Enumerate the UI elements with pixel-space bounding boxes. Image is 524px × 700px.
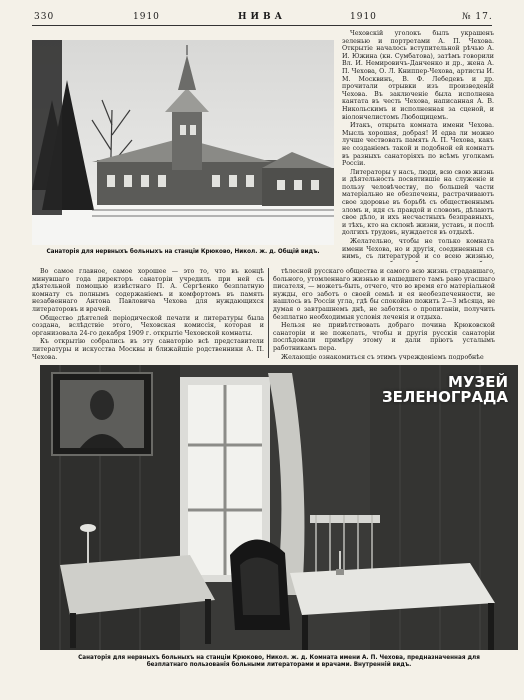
- left-paragraph-3: Къ открытію собрались въ эту санаторію всѣ представители литературы и искусства Москвы и ближайшіе родственники А. П. Чехова.: [32, 338, 264, 360]
- chekhov-room-photo: [40, 365, 518, 650]
- watermark-line-2: ЗЕЛЕНОГРАДА: [381, 388, 508, 406]
- right-paragraph-4: Желательно, чтобы не только комната имени Чехова, но и другія, соединенныя съ нимъ, съ литературой и со всею жизнью,: [342, 238, 494, 261]
- chekhov-room-illustration: [40, 365, 518, 650]
- issue-number: № 17.: [462, 12, 493, 22]
- museum-watermark: [382, 375, 508, 405]
- header-year-left: 1910: [133, 12, 160, 22]
- right-paragraph-1: Чеховскій уголокъ былъ украшенъ зеленью и портретами А. П. Чехова. Открытіе началось вступительной рѣчью А. И. Южина (кн. Сумбатова), затѣмъ говорили Вл. И. Немировичъ-Данченко и др., жена А. П. Чехова, О. Л. Книппер-Чехова, артисты И. М. Москвинъ, В. Ф. Лебедевъ и др. прочитали отрывки изъ произведеній Чехова. Въ заключеніе была исполнена кантата въ честь Чехова, написанная А. В. Никольскимъ и исполненная за сценой, и віолончелистомъ Любощицемъ.: [342, 30, 494, 121]
- bottom-caption-line-2: безплатнаго пользованія больными литераторами и врачами. Внутренній видъ.: [146, 662, 412, 668]
- middle-column-text: [273, 268, 495, 360]
- middle-paragraph-2: Нельзя не привѣтствовать добраго почина Крюковской санаторіи и не пожелать, чтобы и другія русскія санаторіи послѣдовали примѣру этому и дали пріютъ усталымъ работникамъ пера.: [273, 322, 495, 352]
- watermark-line-1: МУЗЕЙ: [448, 373, 508, 391]
- left-paragraph-1: Во самое главное, самое хорошее — это то, что въ концѣ минувшаго года директоръ санаторіи учредилъ при ней съ дѣятельной помощью извѣстнаго П. А. Сергѣенко безплатную комнату съ полнымъ содержаніемъ и комфортомъ въ память незабвеннаго Антона Павловича Чехова для нуждающихся литераторовъ и врачей.: [32, 268, 264, 313]
- left-column-text: [32, 268, 264, 360]
- bottom-caption-line-1: Санаторія для нервныхъ больныхъ на станціи Крюково, Никол. ж. д. Комната имени А. П. Чехова, предназначенная для: [78, 655, 480, 661]
- column-rule: [268, 268, 269, 358]
- header-rule: [32, 25, 492, 26]
- right-column-text: [342, 30, 494, 262]
- sanatorium-exterior-illustration: [32, 40, 334, 245]
- top-photo-caption: Санаторія для нервныхъ больныхъ на станціи Крюково, Никол. ж. д. Общій видъ.: [46, 249, 320, 255]
- page-number: 330: [34, 12, 55, 22]
- right-paragraph-2: Итакъ, открыта комната имени Чехова. Мысль хорошая, добрая! И едва ли можно лучше чествовать память А. П. Чехова, какъ не созданіемъ такой и подобной ей комнатъ въ разныхъ санаторіяхъ по всѣмъ уголкамъ Россіи.: [342, 122, 494, 168]
- journal-title: НИВА: [238, 12, 286, 22]
- middle-paragraph-1: тѣлесной русскаго общества и самого всю жизнь страдавшаго, больного, утомленнаго жизнью и нашедшего тамъ рано угасшаго писателя, — можетъ-быть, отчего, что во время его матеріальной нужды, его заботъ о своей семьѣ и ея необезпеченности, не нашлось въ Россіи угла, гдѣ бы спокойно пожить 2—3 мѣсяца, не думая о завтрашнемъ днѣ, не заботясь о пропитаніи, получить безплатно необходимыя условія леченія и отдыха.: [273, 268, 495, 321]
- header-year-right: 1910: [350, 12, 377, 22]
- bottom-photo-caption: [40, 655, 518, 669]
- middle-paragraph-3: Желающіе ознакомиться съ этимъ учрежденіемъ подробнѣе: [281, 353, 484, 360]
- right-paragraph-3: Литераторы у насъ, люди, всю свою жизнь и дѣятельность посвятившіе на служеніе и пользу человѣчеству, по большей части матеріально не обезпечены, растрачиваютъ свое здоровье въ борьбѣ съ общественнымъ зломъ и, идя съ правдой и словомъ, дѣлаютъ свое дѣло, и ихъ несчастныхъ безправныхъ, и тѣхъ, кто на склонѣ жизни, уставъ, и послѣ долгихъ трудовъ, нуждается въ отдыхѣ.: [342, 168, 494, 237]
- left-paragraph-2: Общество дѣятелей періодической печати и литературы была создана, вслѣдствіе этого, Чеховская комиссія, которая и организовала 24-го декабря 1909 г. открытіе Чеховской комнаты.: [32, 314, 264, 337]
- sanatorium-exterior-photo: [32, 40, 334, 245]
